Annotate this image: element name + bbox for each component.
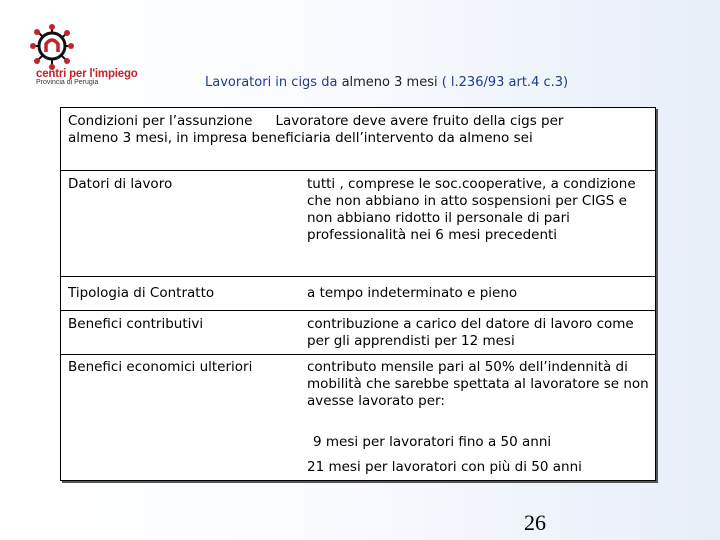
- row-benefici-economici: [61, 354, 655, 480]
- tipologia-value: a tempo indeterminato e pieno: [307, 285, 518, 301]
- row-datori: [61, 170, 655, 277]
- title-part-2: almeno 3 mesi: [341, 75, 438, 90]
- benefici-economici-value: contributo mensile pari al 50% dell’indennità di mobilità che sarebbe spettata al lavoratore se non avesse lavorato per:: [307, 359, 649, 409]
- benefici-economici-item-2: 21 mesi per lavoratori con più di 50 anni: [307, 459, 582, 475]
- info-table: [60, 107, 656, 481]
- row-condizioni: [61, 108, 655, 171]
- condizioni-value: Lavoratore deve avere fruito della cigs per: [275, 113, 564, 129]
- datori-value: tutti , comprese le soc.cooperative, a condizione che non abbiano in atto sospensioni per CIGS e non abbiano ridotto il personale di pari professionalità nei 6 mesi precedenti: [307, 176, 636, 243]
- row-tipologia: [61, 276, 655, 311]
- benefici-contributivi-label: Benefici contributivi: [68, 316, 204, 332]
- condizioni-label: Condizioni per l’assunzione: [68, 113, 253, 129]
- title-part-3: ( l.236/93 art.4 c.3): [437, 75, 569, 90]
- title-part-1: Lavoratori in cigs da: [205, 75, 342, 90]
- logo-brand: centri per l'impiego: [36, 68, 138, 80]
- benefici-contributivi-value: contribuzione a carico del datore di lavoro come per gli apprendisti per 12 mesi: [307, 316, 634, 349]
- benefici-economici-label: Benefici economici ulteriori: [68, 359, 253, 375]
- condizioni-line-2: almeno 3 mesi, in impresa beneficiaria dell’intervento da almeno sei: [68, 130, 533, 146]
- benefici-economici-item-1: 9 mesi per lavoratori fino a 50 anni: [313, 434, 552, 450]
- logo-subtitle: Provincia di Perugia: [36, 79, 99, 86]
- logo-text: [36, 68, 138, 86]
- row-benefici-contributivi: [61, 310, 655, 355]
- page-number: 26: [524, 510, 546, 535]
- slide-title: [205, 75, 568, 90]
- datori-label: Datori di lavoro: [68, 176, 173, 192]
- tipologia-label: Tipologia di Contratto: [68, 285, 215, 301]
